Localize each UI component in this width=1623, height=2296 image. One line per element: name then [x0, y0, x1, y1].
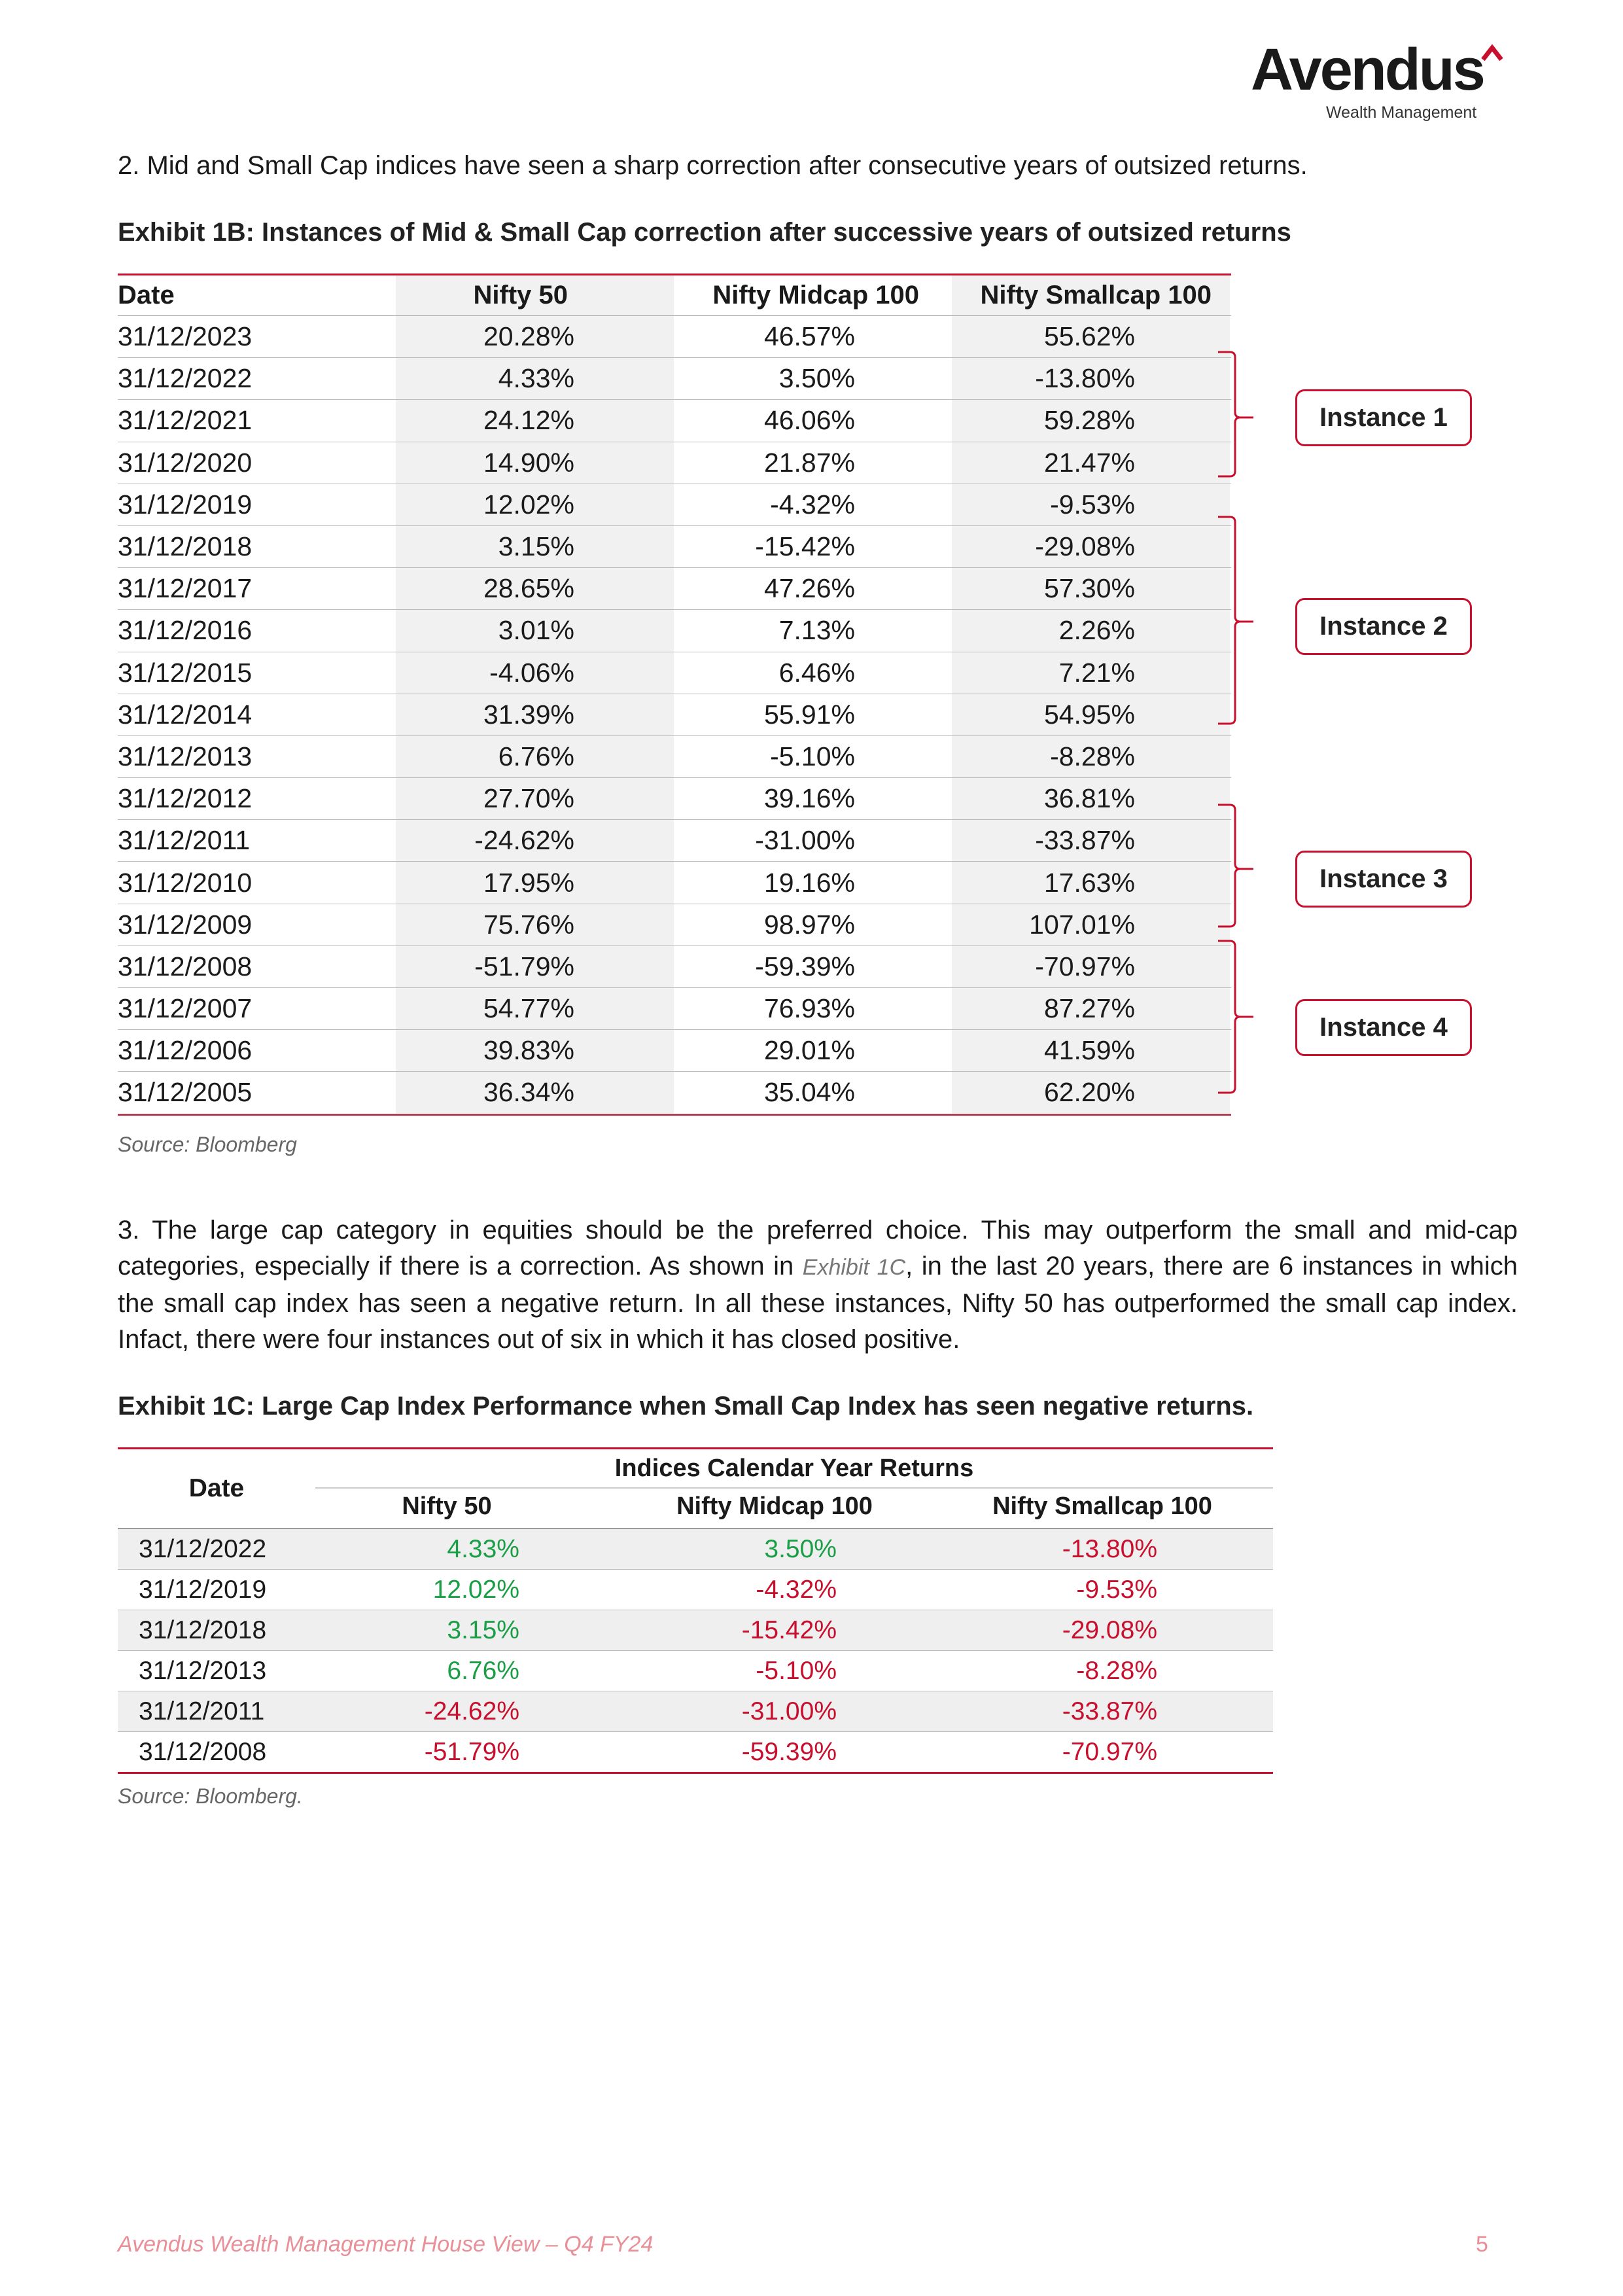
table-row — [118, 316, 1231, 358]
cell-nifty50 — [315, 1535, 519, 1564]
instance-brackets — [1217, 347, 1282, 1119]
caret-icon — [1481, 44, 1503, 62]
exhibit-1b-source: Source: Bloomberg — [118, 1133, 297, 1156]
header-nifty50: Nifty 50 — [396, 275, 674, 315]
cell-nifty50: 27.70% — [396, 778, 674, 819]
table-header — [118, 1449, 1273, 1528]
cell-date: 31/12/2020 — [118, 447, 253, 478]
cell-smallcap: 36.81% — [952, 778, 1230, 819]
cell-midcap: 76.93% — [763, 993, 855, 1024]
bracket-2 — [1218, 517, 1253, 724]
instance-1-label: Instance 1 — [1295, 389, 1472, 446]
table-row — [118, 610, 1231, 652]
table-row — [118, 736, 1231, 778]
cell-date: 31/12/2022 — [118, 363, 253, 394]
cell-midcap: -59.39% — [755, 951, 855, 981]
header-date: Date — [118, 281, 175, 309]
table-row — [118, 778, 1231, 820]
table-row — [118, 694, 1231, 736]
cell-smallcap: 54.95% — [952, 694, 1230, 735]
cell-midcap: 7.13% — [778, 615, 855, 646]
cell-smallcap: -13.80% — [952, 358, 1230, 399]
cell-smallcap: -70.97% — [952, 946, 1230, 987]
table-bottom-rule — [118, 1114, 1231, 1116]
cell-midcap: -4.32% — [770, 489, 855, 520]
cell-midcap: 39.16% — [763, 783, 855, 814]
cell-smallcap — [837, 1616, 1157, 1645]
table-bottom-rule — [118, 1772, 1273, 1774]
exhibit-1c-body — [118, 1529, 1273, 1773]
cell-smallcap: 59.28% — [952, 400, 1230, 441]
cell-nifty50: 36.34% — [396, 1072, 674, 1113]
cell-nifty50: 28.65% — [396, 568, 674, 609]
table-row — [118, 358, 1231, 400]
cell-smallcap-value: -70.97% — [1062, 1737, 1157, 1766]
table-row — [118, 1691, 1273, 1732]
table-row — [118, 988, 1231, 1030]
cell-midcap: 6.46% — [778, 657, 855, 688]
cell-midcap: 35.04% — [763, 1077, 855, 1108]
table-row — [118, 442, 1231, 484]
cell-smallcap-value: -33.87% — [1062, 1697, 1157, 1725]
page-number: 5 — [1476, 2232, 1488, 2257]
cell-nifty50 — [315, 1697, 519, 1726]
cell-smallcap-value: -9.53% — [1076, 1575, 1157, 1604]
cell-smallcap: 62.20% — [952, 1072, 1230, 1113]
cell-midcap-value: -4.32% — [756, 1575, 837, 1604]
cell-midcap-value: -15.42% — [741, 1616, 837, 1644]
header-smallcap: Nifty Smallcap 100 — [952, 275, 1230, 315]
cell-nifty50: 24.12% — [396, 400, 674, 441]
cell-smallcap: -9.53% — [952, 484, 1230, 525]
exhibit-1b-title: Exhibit 1B: Instances of Mid & Small Cap correction after successive years of outsized returns — [118, 218, 1291, 247]
cell-date: 31/12/2017 — [118, 573, 253, 604]
table-row — [118, 1072, 1231, 1114]
cell-nifty50: 75.76% — [396, 904, 674, 945]
cell-midcap — [519, 1697, 837, 1726]
cell-nifty50-value: 3.15% — [447, 1616, 519, 1644]
cell-date: 31/12/2007 — [118, 993, 253, 1024]
cell-midcap — [519, 1535, 837, 1564]
cell-date: 31/12/2008 — [118, 951, 253, 981]
cell-smallcap: 55.62% — [952, 316, 1230, 357]
header-smallcap: Nifty Smallcap 100 — [992, 1492, 1212, 1520]
table-row — [118, 1610, 1273, 1651]
cell-nifty50: 4.33% — [396, 358, 674, 399]
cell-nifty50: 54.77% — [396, 988, 674, 1029]
table-row — [118, 862, 1231, 904]
table-row — [118, 400, 1231, 442]
cell-midcap-value: 3.50% — [764, 1534, 837, 1563]
table-row — [118, 568, 1231, 610]
cell-midcap-value: -59.39% — [741, 1737, 837, 1766]
bracket-4 — [1218, 941, 1253, 1093]
cell-nifty50 — [315, 1616, 519, 1645]
cell-nifty50 — [315, 1657, 519, 1686]
bracket-1 — [1218, 352, 1253, 476]
logo-subtitle: Wealth Management — [1326, 103, 1477, 122]
cell-nifty50-value: 4.33% — [447, 1534, 519, 1563]
cell-nifty50: 17.95% — [396, 862, 674, 903]
cell-date: 31/12/2005 — [118, 1077, 253, 1108]
cell-smallcap: -8.28% — [952, 736, 1230, 777]
avendus-logo — [1251, 37, 1512, 126]
cell-midcap: -31.00% — [755, 825, 855, 856]
cell-smallcap-value: -29.08% — [1062, 1616, 1157, 1644]
cell-smallcap — [837, 1738, 1157, 1767]
header-columns — [315, 1492, 1273, 1525]
point-3-text — [118, 1212, 1518, 1358]
cell-nifty50 — [315, 1576, 519, 1604]
exhibit-1b-table — [118, 274, 1231, 1116]
cell-nifty50: 3.15% — [396, 526, 674, 567]
cell-date: 31/12/2023 — [118, 321, 253, 352]
cell-date: 31/12/2021 — [118, 405, 253, 436]
cell-date: 31/12/2011 — [118, 825, 251, 856]
cell-nifty50: -51.79% — [396, 946, 674, 987]
cell-midcap — [519, 1738, 837, 1767]
cell-midcap: 47.26% — [763, 573, 855, 604]
cell-date: 31/12/2019 — [139, 1575, 267, 1604]
cell-smallcap: -33.87% — [952, 820, 1230, 861]
cell-midcap: -15.42% — [755, 531, 855, 562]
cell-midcap: 46.57% — [763, 321, 855, 352]
cell-nifty50: -4.06% — [396, 652, 674, 694]
cell-date: 31/12/2013 — [139, 1656, 267, 1685]
point-2-text: 2. Mid and Small Cap indices have seen a sharp correction after consecutive years of outsized returns. — [118, 151, 1308, 180]
logo-wordmark: Avendus — [1251, 37, 1484, 103]
footer-title: Avendus Wealth Management House View – Q4 FY24 — [118, 2232, 654, 2257]
cell-smallcap — [837, 1657, 1157, 1686]
cell-smallcap: 41.59% — [952, 1030, 1230, 1071]
cell-date: 31/12/2011 — [139, 1697, 265, 1725]
cell-date: 31/12/2012 — [118, 783, 253, 814]
exhibit-1b-body — [118, 316, 1231, 1114]
cell-smallcap: 21.47% — [952, 442, 1230, 484]
table-row — [118, 1570, 1273, 1610]
cell-date: 31/12/2013 — [118, 741, 253, 771]
cell-smallcap: 2.26% — [952, 610, 1230, 651]
table-row — [118, 484, 1231, 526]
header-midcap: Nifty Midcap 100 — [676, 1492, 873, 1520]
instance-3-label: Instance 3 — [1295, 851, 1472, 908]
cell-smallcap: -29.08% — [952, 526, 1230, 567]
table-row — [118, 652, 1231, 694]
cell-date: 31/12/2010 — [118, 867, 253, 898]
cell-nifty50: 14.90% — [396, 442, 674, 484]
table-header-row — [118, 275, 1231, 316]
cell-nifty50: 12.02% — [396, 484, 674, 525]
cell-smallcap: 107.01% — [952, 904, 1230, 945]
cell-date: 31/12/2016 — [118, 615, 253, 646]
point-3-text-after: , in the last 20 years, there are 6 instances in which the small cap index has seen a negative return. In all these instances, Nifty 50 has outperformed the small cap index. Infact, there were four instances out of six in which it has closed positive. — [118, 1252, 1518, 1354]
instance-4-label: Instance 4 — [1295, 999, 1472, 1056]
cell-date: 31/12/2018 — [118, 531, 253, 562]
cell-midcap: 19.16% — [763, 867, 855, 898]
cell-midcap — [519, 1576, 837, 1604]
cell-nifty50 — [315, 1738, 519, 1767]
cell-midcap: 55.91% — [763, 699, 855, 730]
cell-midcap-value: -5.10% — [756, 1656, 837, 1685]
cell-date: 31/12/2019 — [118, 489, 253, 520]
table-row — [118, 526, 1231, 568]
cell-nifty50-value: -51.79% — [424, 1737, 519, 1766]
cell-smallcap-value: -13.80% — [1062, 1534, 1157, 1563]
cell-smallcap — [837, 1576, 1157, 1604]
header-group: Indices Calendar Year Returns — [315, 1455, 1273, 1489]
cell-midcap: -5.10% — [770, 741, 855, 771]
cell-smallcap: 7.21% — [952, 652, 1230, 694]
cell-nifty50: 20.28% — [396, 316, 674, 357]
header-date: Date — [188, 1474, 245, 1502]
cell-date: 31/12/2008 — [139, 1737, 267, 1766]
cell-nifty50-value: 12.02% — [432, 1575, 519, 1604]
point-3-text-before: 3. The large cap category in equities should be the preferred choice. This may outperform the small and mid-cap categories, especially if there is a correction. As shown in — [118, 1216, 1518, 1280]
cell-nifty50-value: -24.62% — [424, 1697, 519, 1725]
table-row — [118, 946, 1231, 988]
cell-nifty50-value: 6.76% — [447, 1656, 519, 1685]
table-row — [118, 820, 1231, 862]
cell-midcap: 98.97% — [763, 909, 855, 940]
cell-midcap: 29.01% — [763, 1035, 855, 1066]
cell-midcap: 46.06% — [763, 405, 855, 436]
cell-date: 31/12/2015 — [118, 657, 253, 688]
cell-smallcap: 57.30% — [952, 568, 1230, 609]
cell-midcap: 21.87% — [763, 447, 855, 478]
cell-date: 31/12/2022 — [139, 1534, 267, 1563]
cell-smallcap — [837, 1697, 1157, 1726]
table-row — [118, 1529, 1273, 1570]
cell-smallcap — [837, 1535, 1157, 1564]
header-midcap: Nifty Midcap 100 — [712, 281, 919, 309]
cell-date: 31/12/2018 — [139, 1616, 267, 1644]
cell-nifty50: -24.62% — [396, 820, 674, 861]
exhibit-1c-table — [118, 1447, 1273, 1774]
cell-date: 31/12/2014 — [118, 699, 253, 730]
cell-smallcap: 17.63% — [952, 862, 1230, 903]
cell-nifty50: 3.01% — [396, 610, 674, 651]
exhibit-1c-title: Exhibit 1C: Large Cap Index Performance when Small Cap Index has seen negative returns. — [118, 1392, 1254, 1421]
table-row — [118, 1030, 1231, 1072]
cell-smallcap-value: -8.28% — [1076, 1656, 1157, 1685]
instance-2-label: Instance 2 — [1295, 598, 1472, 655]
header-nifty50: Nifty 50 — [402, 1492, 492, 1520]
table-row — [118, 904, 1231, 946]
table-row — [118, 1732, 1273, 1773]
cell-midcap — [519, 1616, 837, 1645]
table-row — [118, 1651, 1273, 1691]
cell-midcap — [519, 1657, 837, 1686]
cell-midcap: 3.50% — [778, 363, 855, 394]
cell-date: 31/12/2006 — [118, 1035, 253, 1066]
cell-nifty50: 6.76% — [396, 736, 674, 777]
exhibit-1c-source: Source: Bloomberg. — [118, 1784, 303, 1808]
cell-smallcap: 87.27% — [952, 988, 1230, 1029]
bracket-3 — [1218, 805, 1253, 927]
cell-nifty50: 31.39% — [396, 694, 674, 735]
cell-date: 31/12/2009 — [118, 909, 253, 940]
cell-nifty50: 39.83% — [396, 1030, 674, 1071]
cell-midcap-value: -31.00% — [741, 1697, 837, 1725]
exhibit-1c-reference: Exhibit 1C — [802, 1255, 906, 1280]
